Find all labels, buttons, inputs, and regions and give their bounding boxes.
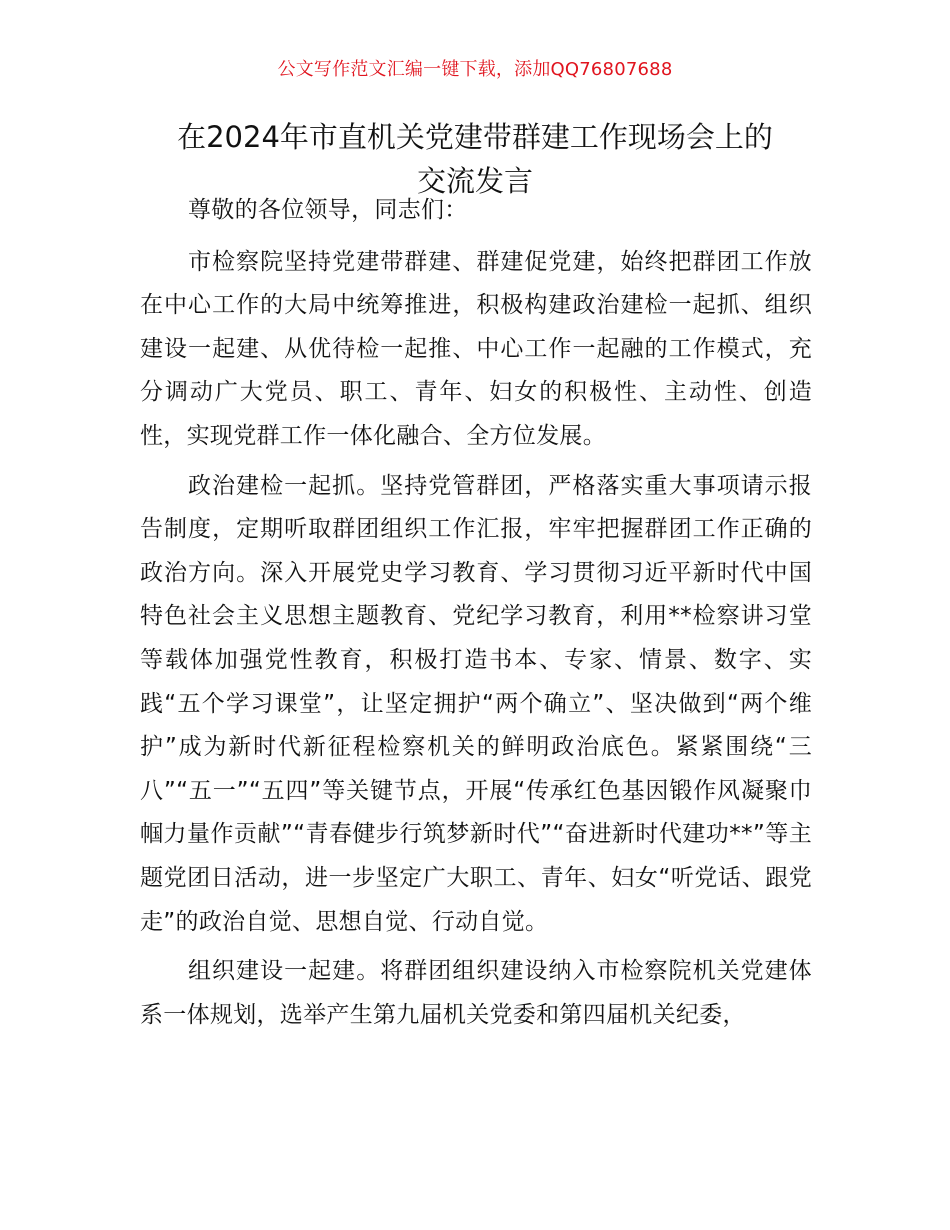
salutation: 尊敬的各位领导，同志们： bbox=[188, 197, 468, 223]
title-line-1: 在2024年市直机关党建带群建工作现场会上的 bbox=[177, 120, 773, 154]
paragraph-organization: 组织建设一起建。将群团组织建设纳入市检察院机关党建体系一体规划，选举产生第九届机关党委和第四届机关纪委， bbox=[140, 958, 812, 1028]
title-line-2: 交流发言 bbox=[416, 164, 533, 198]
download-banner: 公文写作范文汇编一键下载，添加QQ76807688 bbox=[277, 59, 673, 80]
paragraph-intro: 市检察院坚持党建带群建、群建促党建，始终把群团工作放在中心工作的大局中统筹推进，积极构建政治建检一起抓、组织建设一起建、从优待检一起推、中心工作一起融的工作模式，充分调动广大党员、职工、青年、妇女的积极性、主动性、创造性，实现党群工作一体化融合、全方位发展。 bbox=[140, 248, 812, 449]
document-body bbox=[140, 189, 812, 1043]
paragraph-political: 政治建检一起抓。坚持党管群团，严格落实重大事项请示报告制度，定期听取群团组织工作汇报，牢牢把握群团工作正确的政治方向。深入开展党史学习教育、学习贯彻习近平新时代中国特色社会主义思想主题教育、党纪学习教育，利用**检察讲习堂等载体加强党性教育，积极打造书本、专家、情景、数字、实践“五个学习课堂”，让坚定拥护“两个确立”、坚决做到“两个维护”成为新时代新征程检察机关的鲜明政治底色。紧紧围绕“三八”“五一”“五四”等关键节点，开展“传承红色基因锻作风凝聚巾帼力量作贡献”“青春健步行筑梦新时代”“奋进新时代建功**”等主题党团日活动，进一步坚定广大职工、青年、妇女“听党话、跟党走”的政治自觉、思想自觉、行动自觉。 bbox=[140, 472, 812, 935]
